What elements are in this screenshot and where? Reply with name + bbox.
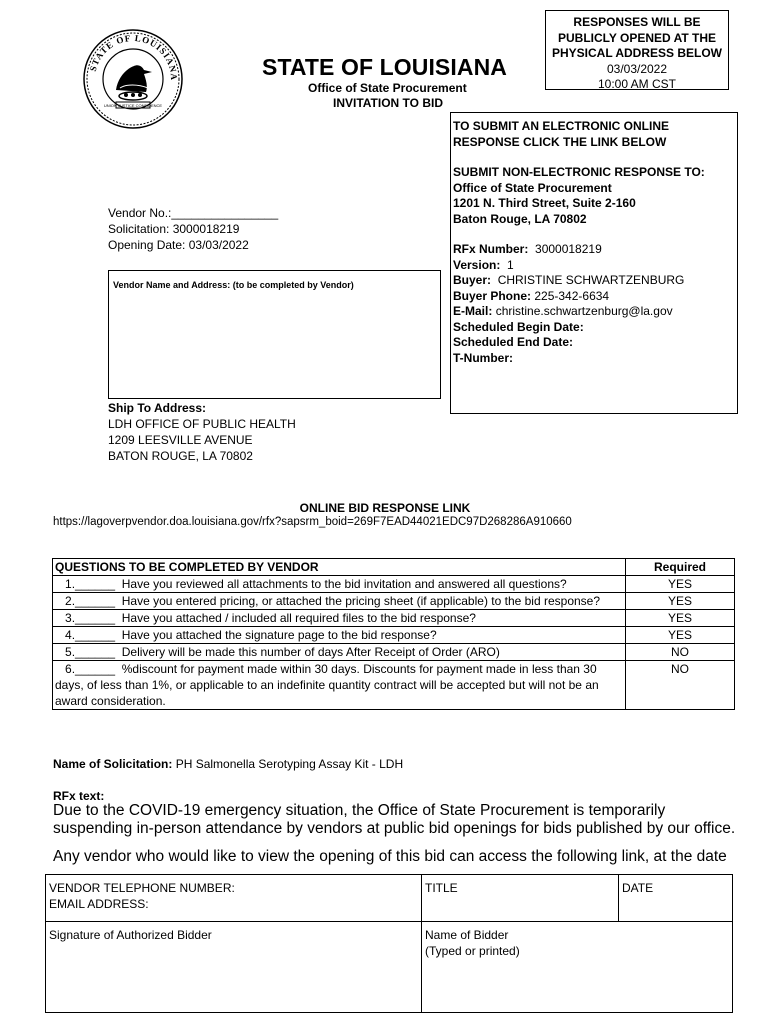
nonelectronic-heading: SUBMIT NON-ELECTRONIC RESPONSE TO: — [453, 165, 705, 179]
question-text[interactable]: 3.______ Have you attached / included all required files to the bid response? — [53, 610, 626, 627]
buyer-phone-row — [453, 289, 737, 305]
end-date-label: Scheduled End Date: — [453, 335, 574, 349]
rfx-number-value: 3000018219 — [535, 242, 602, 256]
document-type: INVITATION TO BID — [333, 96, 443, 110]
state-seal-logo — [82, 28, 184, 130]
vendor-info — [108, 205, 278, 253]
state-seal-icon — [82, 28, 184, 130]
table-row — [46, 922, 733, 1013]
svg-text:STATE OF LOUISIANA: STATE OF LOUISIANA — [87, 32, 180, 82]
rfx-number-label: RFx Number: — [453, 242, 529, 256]
question-text[interactable]: 6.______ %discount for payment made within 30 days. Discounts for payment made in less than 30 days, of less than 1%, or applicable to an indefinite quantity contract will be accepted but will not be an award consideration. — [53, 661, 626, 710]
question-required: YES — [626, 610, 735, 627]
bidder-name-hint: (Typed or printed) — [425, 944, 520, 958]
question-required: YES — [626, 593, 735, 610]
responses-line3: PHYSICAL ADDRESS BELOW — [551, 46, 722, 60]
online-bid-link[interactable]: https://lagoverpvendor.doa.louisiana.gov/rfx?sapsrm_boid=269F7EAD44021EDC97D268286A910660 — [53, 516, 572, 528]
ship-to-address — [108, 400, 296, 464]
question-required: NO — [626, 644, 735, 661]
signature-label: Signature of Authorized Bidder — [49, 928, 212, 942]
email-link[interactable]: christine.schwartzenburg@la.gov — [495, 304, 673, 318]
responses-line2: PUBLICLY OPENED AT THE — [557, 30, 717, 45]
question-text[interactable]: 1.______ Have you reviewed all attachments to the bid invitation and answered all questions? — [53, 576, 626, 593]
question-text[interactable]: 5.______ Delivery will be made this number of days After Receipt of Order (ARO) — [53, 644, 626, 661]
ship-to-line2: 1209 LEESVILLE AVENUE — [108, 433, 253, 447]
signature-cell[interactable] — [46, 922, 422, 1013]
question-required: YES — [626, 576, 735, 593]
submit-address-line3: Baton Rouge, LA 70802 — [453, 211, 587, 226]
submit-address-line1: Office of State Procurement — [453, 180, 612, 195]
solicitation-number: Solicitation: 3000018219 — [108, 222, 240, 236]
question-required: NO — [626, 661, 735, 710]
ship-to-line1: LDH OFFICE OF PUBLIC HEALTH — [108, 417, 296, 431]
rfx-paragraph-1: Due to the COVID-19 emergency situation, the Office of State Procurement is temporarily suspending in-person attendance by vendors at public bid openings for bids published by our office. — [53, 802, 736, 837]
rfx-text-label: RFx text: — [53, 789, 105, 803]
version-value: 1 — [507, 257, 514, 272]
table-row — [53, 627, 735, 644]
ship-to-line3: BATON ROUGE, LA 70802 — [108, 449, 253, 463]
version-row — [453, 258, 737, 274]
solicitation-value: PH Salmonella Serotyping Assay Kit - LDH — [175, 757, 404, 771]
page-title: STATE OF LOUISIANA — [262, 54, 507, 80]
responses-notice-box — [545, 10, 729, 90]
table-row — [53, 576, 735, 593]
vendor-box-label: Vendor Name and Address: (to be completed by Vendor) — [113, 280, 354, 290]
opening-date: 03/03/2022 — [606, 61, 668, 76]
bidder-name-cell[interactable] — [422, 922, 733, 1013]
version-label: Version: — [453, 257, 501, 272]
table-row — [53, 610, 735, 627]
table-row — [53, 661, 735, 710]
question-text[interactable]: 4.______ Have you attached the signature page to the bid response? — [53, 627, 626, 644]
email-label: E-Mail: — [453, 304, 493, 318]
question-required: YES — [626, 627, 735, 644]
table-row — [53, 593, 735, 610]
title-label: TITLE — [425, 881, 458, 895]
table-row — [46, 875, 733, 922]
vendor-number: Vendor No.:________________ — [108, 206, 279, 220]
electronic-line1: TO SUBMIT AN ELECTRONIC ONLINE — [453, 119, 669, 133]
t-number-label: T-Number: — [453, 350, 513, 365]
seal-motto: UNION JUSTICE CONFIDENCE — [103, 103, 163, 108]
opening-time: 10:00 AM CST — [597, 77, 677, 91]
buyer-row — [453, 273, 737, 289]
office-name: Office of State Procurement — [308, 81, 467, 95]
table-row — [53, 644, 735, 661]
submission-info-box — [450, 112, 738, 414]
rfx-number-row — [453, 242, 737, 258]
submit-address-line2: 1201 N. Third Street, Suite 2-160 — [453, 196, 636, 210]
vendor-phone-label: VENDOR TELEPHONE NUMBER: — [49, 881, 235, 895]
solicitation-name — [53, 757, 403, 771]
electronic-line2: RESPONSE CLICK THE LINK BELOW — [453, 134, 667, 149]
signature-table — [45, 874, 733, 1013]
date-cell[interactable] — [619, 875, 733, 922]
date-label: DATE — [622, 881, 654, 895]
title-cell[interactable] — [422, 875, 619, 922]
buyer-label: Buyer: — [453, 273, 492, 287]
buyer-phone-value: 225-342-6634 — [534, 288, 610, 303]
begin-date-label: Scheduled Begin Date: — [453, 319, 584, 334]
questions-header: QUESTIONS TO BE COMPLETED BY VENDOR — [53, 559, 626, 576]
vendor-email-label: EMAIL ADDRESS: — [49, 897, 149, 911]
buyer-phone-label: Buyer Phone: — [453, 288, 532, 303]
solicitation-label: Name of Solicitation: — [53, 757, 173, 771]
ship-to-label: Ship To Address: — [108, 401, 207, 415]
table-header-row — [53, 559, 735, 576]
vendor-opening-date: Opening Date: 03/03/2022 — [108, 238, 249, 252]
online-bid-link-heading: ONLINE BID RESPONSE LINK — [299, 501, 471, 515]
buyer-value: CHRISTINE SCHWARTZENBURG — [497, 273, 685, 287]
responses-line1: RESPONSES WILL BE — [573, 15, 701, 29]
bidder-name-label: Name of Bidder — [425, 928, 509, 942]
vendor-questions-table — [52, 558, 735, 710]
question-text[interactable]: 2.______ Have you entered pricing, or attached the pricing sheet (if applicable) to the bid response? — [53, 593, 626, 610]
vendor-contact-cell[interactable] — [46, 875, 422, 922]
rfx-paragraph-2: Any vendor who would like to view the opening of this bid can access the following link, at the date — [53, 848, 727, 865]
required-header: Required — [626, 559, 735, 576]
vendor-name-address-box[interactable] — [108, 270, 441, 399]
email-row — [453, 304, 737, 320]
